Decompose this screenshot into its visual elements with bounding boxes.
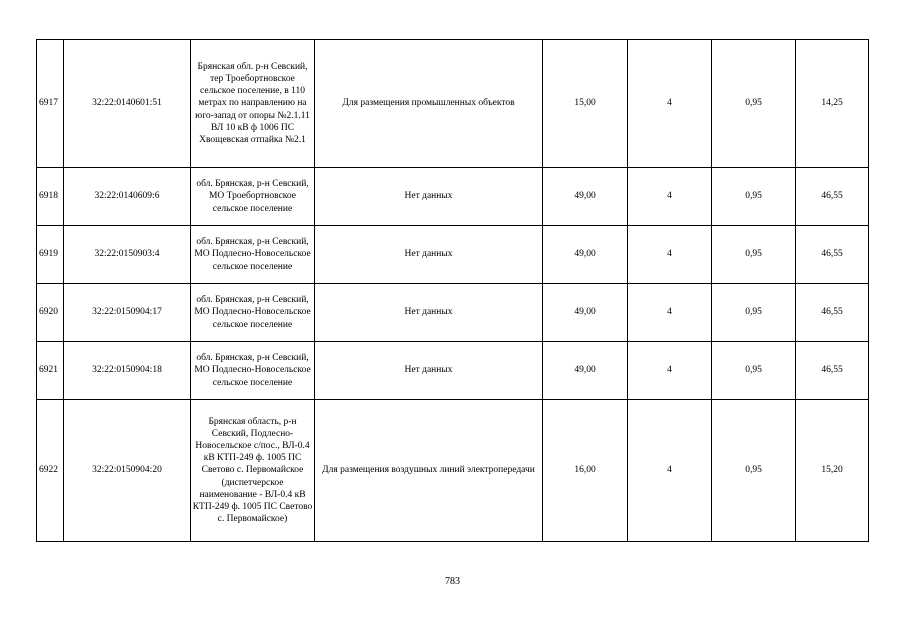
area-cell: 16,00 — [543, 400, 628, 542]
value-cell: 15,20 — [796, 400, 869, 542]
registry-table — [36, 39, 869, 542]
table-row — [37, 284, 869, 342]
area-cell: 49,00 — [543, 342, 628, 400]
address-cell: Брянская обл. р-н Севский, тер Троебортновское сельское поселение, в 110 метрах по направлению на юго-запад от опоры №2.1.11 ВЛ 10 кВ ф 1006 ПС Хвощевская отпайка №2.1 — [191, 40, 315, 168]
category-cell: 4 — [628, 226, 712, 284]
row-number: 6918 — [37, 168, 64, 226]
purpose-cell: Нет данных — [315, 168, 543, 226]
row-number: 6922 — [37, 400, 64, 542]
table-row — [37, 400, 869, 542]
address-cell: Брянская область, р-н Севский, Подлесно-Новосельское с/пос., ВЛ-0.4 кВ КТП-249 ф. 1005 ПС Светово с. Первомайское (диспетчерское наименование - ВЛ-0.4 кВ КТП-249 ф. 1005 ПС Светово с. Первомайское) — [191, 400, 315, 542]
category-cell: 4 — [628, 400, 712, 542]
area-cell: 49,00 — [543, 168, 628, 226]
category-cell: 4 — [628, 284, 712, 342]
table-row — [37, 342, 869, 400]
purpose-cell: Нет данных — [315, 284, 543, 342]
purpose-cell: Для размещения промышленных объектов — [315, 40, 543, 168]
address-cell: обл. Брянская, р-н Севский, МО Подлесно-Новосельское сельское поселение — [191, 342, 315, 400]
value-cell: 46,55 — [796, 226, 869, 284]
table-row — [37, 226, 869, 284]
coefficient-cell: 0,95 — [712, 342, 796, 400]
area-cell: 49,00 — [543, 284, 628, 342]
value-cell: 46,55 — [796, 168, 869, 226]
coefficient-cell: 0,95 — [712, 168, 796, 226]
table-row — [37, 40, 869, 168]
cadastral-number: 32:22:0150904:17 — [64, 284, 191, 342]
cadastral-number: 32:22:0140601:51 — [64, 40, 191, 168]
cadastral-number: 32:22:0150904:18 — [64, 342, 191, 400]
cadastral-number: 32:22:0150903:4 — [64, 226, 191, 284]
area-cell: 49,00 — [543, 226, 628, 284]
coefficient-cell: 0,95 — [712, 284, 796, 342]
value-cell: 14,25 — [796, 40, 869, 168]
address-cell: обл. Брянская, р-н Севский, МО Подлесно-Новосельское сельское поселение — [191, 226, 315, 284]
purpose-cell: Нет данных — [315, 226, 543, 284]
category-cell: 4 — [628, 168, 712, 226]
row-number: 6919 — [37, 226, 64, 284]
category-cell: 4 — [628, 40, 712, 168]
value-cell: 46,55 — [796, 284, 869, 342]
table-row — [37, 168, 869, 226]
category-cell: 4 — [628, 342, 712, 400]
coefficient-cell: 0,95 — [712, 400, 796, 542]
row-number: 6917 — [37, 40, 64, 168]
address-cell: обл. Брянская, р-н Севский, МО Троебортновское сельское поселение — [191, 168, 315, 226]
area-cell: 15,00 — [543, 40, 628, 168]
address-cell: обл. Брянская, р-н Севский, МО Подлесно-Новосельское сельское поселение — [191, 284, 315, 342]
coefficient-cell: 0,95 — [712, 40, 796, 168]
cadastral-number: 32:22:0150904:20 — [64, 400, 191, 542]
page-number: 783 — [445, 576, 460, 587]
row-number: 6921 — [37, 342, 64, 400]
purpose-cell: Нет данных — [315, 342, 543, 400]
coefficient-cell: 0,95 — [712, 226, 796, 284]
cadastral-number: 32:22:0140609:6 — [64, 168, 191, 226]
row-number: 6920 — [37, 284, 64, 342]
value-cell: 46,55 — [796, 342, 869, 400]
purpose-cell: Для размещения воздушных линий электропередачи — [315, 400, 543, 542]
